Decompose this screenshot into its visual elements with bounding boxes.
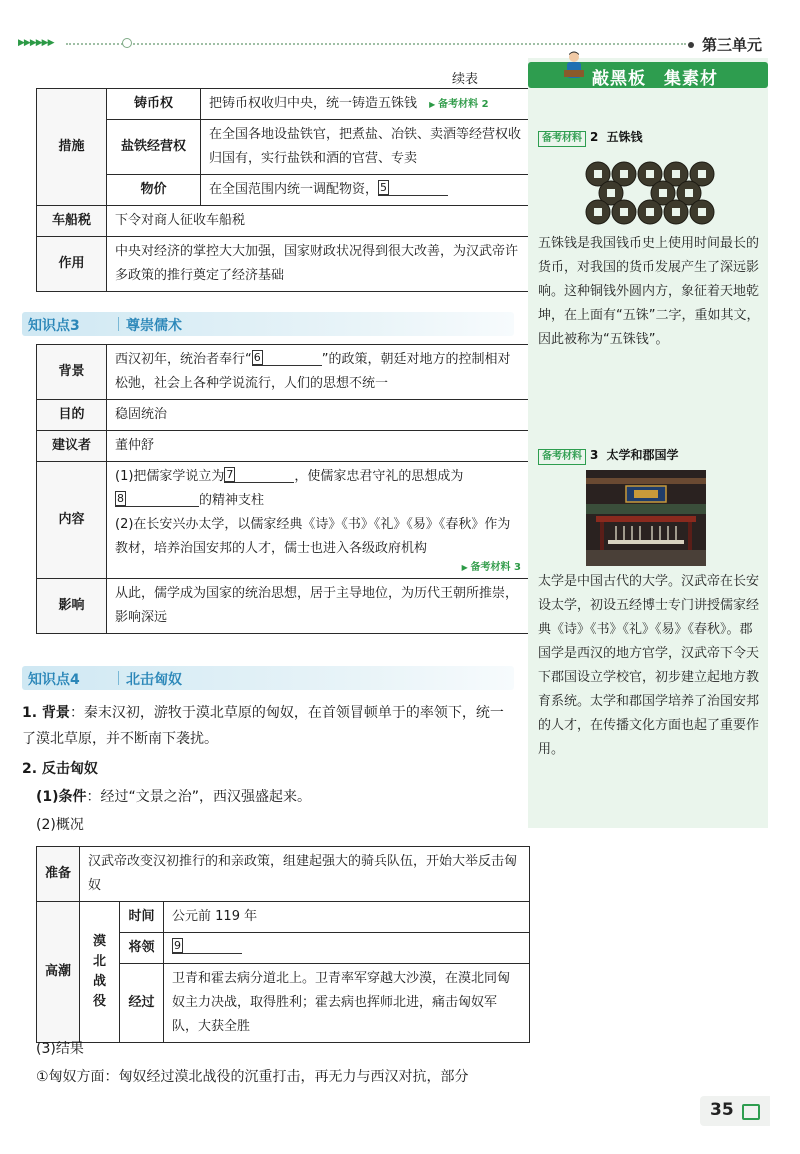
table-row	[37, 120, 530, 175]
table-row	[37, 400, 530, 431]
row-content: (1)把儒家学说立为 7 ，使儒家忠君守礼的思想成为 8 的精神支柱 (2)在长安兴办太学，以儒家经典《诗》《书》《礼》《易》《春秋》作为教材，培养治国安邦的人才，儒士也进入各级政府机构 ▶ 备考材料 3	[107, 462, 530, 579]
fill-blank[interactable]	[252, 350, 322, 366]
wuzhu-coins-image	[584, 158, 716, 228]
row-content	[164, 933, 530, 964]
overview-heading: (2)概况	[36, 817, 84, 833]
row-content: 下令对商人征收车船税	[107, 206, 530, 237]
blank-number: 7	[226, 468, 234, 481]
teacher-figure-icon	[562, 50, 586, 88]
kp-title: 北击匈奴	[126, 672, 182, 688]
row-label: 影响	[37, 579, 107, 634]
row-label: 经过	[120, 964, 164, 1043]
table-row	[37, 902, 530, 933]
material-2-text: 五铢钱是我国钱币史上使用时间最长的货币，对我国的货币发展产生了深远影响。这种铜钱外圆内方，象征着天地乾坤，在上面有“五铢”二字，重如其文，因此被称为“五铢钱”。	[538, 236, 760, 347]
kp-label: 知识点4	[28, 672, 80, 688]
unit-title: 第三单元	[701, 36, 762, 54]
table-row	[37, 89, 530, 120]
fill-blank[interactable]	[115, 491, 199, 507]
row-label: 盐铁经营权	[107, 120, 201, 175]
taixue-photo	[586, 470, 706, 566]
kp-title: 尊崇儒术	[126, 318, 182, 334]
knowledge-point-4-heading	[22, 666, 514, 690]
fill-blank[interactable]	[378, 180, 448, 196]
row-label: 时间	[120, 902, 164, 933]
fill-blank[interactable]	[224, 467, 294, 483]
blank-number: 9	[174, 939, 182, 952]
table-row	[37, 206, 530, 237]
battle-label: 漠北战役	[80, 902, 120, 1043]
fill-blank[interactable]	[172, 938, 242, 954]
row-label: 车船税	[37, 206, 107, 237]
result-heading: (3)结果	[36, 1041, 84, 1057]
row-content: 把铸币权收归中央，统一铸造五铢钱 ▶ 备考材料 2	[201, 89, 530, 120]
page-header	[0, 0, 800, 56]
xiongnu-campaign-table	[36, 846, 530, 1043]
row-content: 西汉初年，统治者奉行“ 6 ”的政策，朝廷对地方的控制相对松弛，社会上各种学说流行，人们的思想不统一	[107, 345, 530, 400]
row-content: 在全国各地设盐铁官，把煮盐、冶铁、卖酒等经营权收归国有，实行盐铁和酒的官营、专卖	[201, 120, 530, 175]
row-label: 背景	[37, 345, 107, 400]
blank-number: 5	[380, 181, 388, 194]
table-row	[37, 431, 530, 462]
kp-label: 知识点3	[28, 318, 80, 334]
material-ref-link[interactable]: ▶ 备考材料 3	[115, 561, 521, 575]
kp-separator	[118, 671, 119, 685]
condition-paragraph: (1)条件：经过“文景之治”，西汉强盛起来。	[36, 789, 312, 805]
row-content: 中央对经济的掌控大大加强，国家财政状况得到很大改善，为汉武帝许多政策的推行奠定了经济基础	[107, 237, 530, 292]
result-paragraph: ①匈奴方面：匈奴经过漠北战役的沉重打击，再无力与西汉对抗，部分	[36, 1069, 469, 1085]
row-label: 作用	[37, 237, 107, 292]
row-content: 稳固统治	[107, 400, 530, 431]
kp-separator	[118, 317, 119, 331]
material-badge: 备考材料	[538, 131, 586, 147]
table-row	[37, 847, 530, 902]
table-row	[37, 175, 530, 206]
material-2-tag: 备考材料 2 五铢钱	[538, 128, 643, 147]
row-content: 公元前 119 年	[164, 902, 530, 933]
confucianism-table	[36, 344, 530, 634]
banner-title: 敲黑板 集素材	[592, 69, 718, 89]
row-content: 卫青和霍去病分道北上。卫青率军穿越大沙漠，在漠北同匈奴主力决战，取得胜利；霍去病也挥师北进，痛击匈奴军队，大获全胜	[164, 964, 530, 1043]
row-label: 铸币权	[107, 89, 201, 120]
sidebar	[528, 58, 768, 828]
row-content: 汉武帝改变汉初推行的和亲政策，组建起强大的骑兵队伍，开始大举反击匈奴	[80, 847, 530, 902]
economy-measures-table	[36, 88, 530, 292]
counterattack-heading: 2. 反击匈奴	[22, 761, 98, 777]
row-label: 准备	[37, 847, 80, 902]
knowledge-point-3-heading	[22, 312, 514, 336]
table-row	[37, 462, 530, 579]
blank-number: 6	[253, 351, 261, 364]
row-label: 物价	[107, 175, 201, 206]
row-label: 目的	[37, 400, 107, 431]
material-badge: 备考材料	[538, 449, 586, 465]
blank-number: 8	[117, 492, 124, 505]
table-row	[37, 237, 530, 292]
row-content: 在全国范围内统一调配物资， 5	[201, 175, 530, 206]
background-paragraph: 1. 背景：秦末汉初，游牧于漠北草原的匈奴，在首领冒顿单于的率领下，统一了漠北草原，并不断南下袭扰。	[22, 705, 504, 747]
material-3-tag: 备考材料 3 太学和郡国学	[538, 446, 679, 465]
page-number-tab	[700, 1096, 770, 1126]
page-number: 35	[710, 1100, 734, 1120]
continued-label: 续表	[452, 72, 479, 87]
row-label: 内容	[37, 462, 107, 579]
measures-label: 措施	[37, 89, 107, 206]
arrow-decoration-icon: ▶▶▶▶▶▶	[18, 38, 54, 48]
dotted-divider	[66, 43, 686, 45]
circle-decoration-icon	[122, 38, 132, 48]
row-content: 从此，儒学成为国家的统治思想，居于主导地位，为历代王朝所推崇，影响深远	[107, 579, 530, 634]
table-row	[37, 579, 530, 634]
book-icon	[742, 1104, 760, 1120]
row-label: 高潮	[37, 902, 80, 1043]
material-ref-link[interactable]: ▶ 备考材料 2	[429, 99, 488, 110]
table-row	[37, 345, 530, 400]
row-label: 将领	[120, 933, 164, 964]
row-content: 董仲舒	[107, 431, 530, 462]
sidebar-banner	[528, 62, 768, 88]
row-label: 建议者	[37, 431, 107, 462]
material-3-text: 太学是中国古代的大学。汉武帝在长安设太学，初设五经博士专门讲授儒家经典《诗》《书》《礼》《易》《春秋》。郡国学是西汉的地方官学，汉武帝下令天下郡国设立学校官，初步建立起地方教育系统。太学和郡国学培养了治国安邦的人才，在传播文化方面也起了重要作用。	[538, 574, 760, 757]
